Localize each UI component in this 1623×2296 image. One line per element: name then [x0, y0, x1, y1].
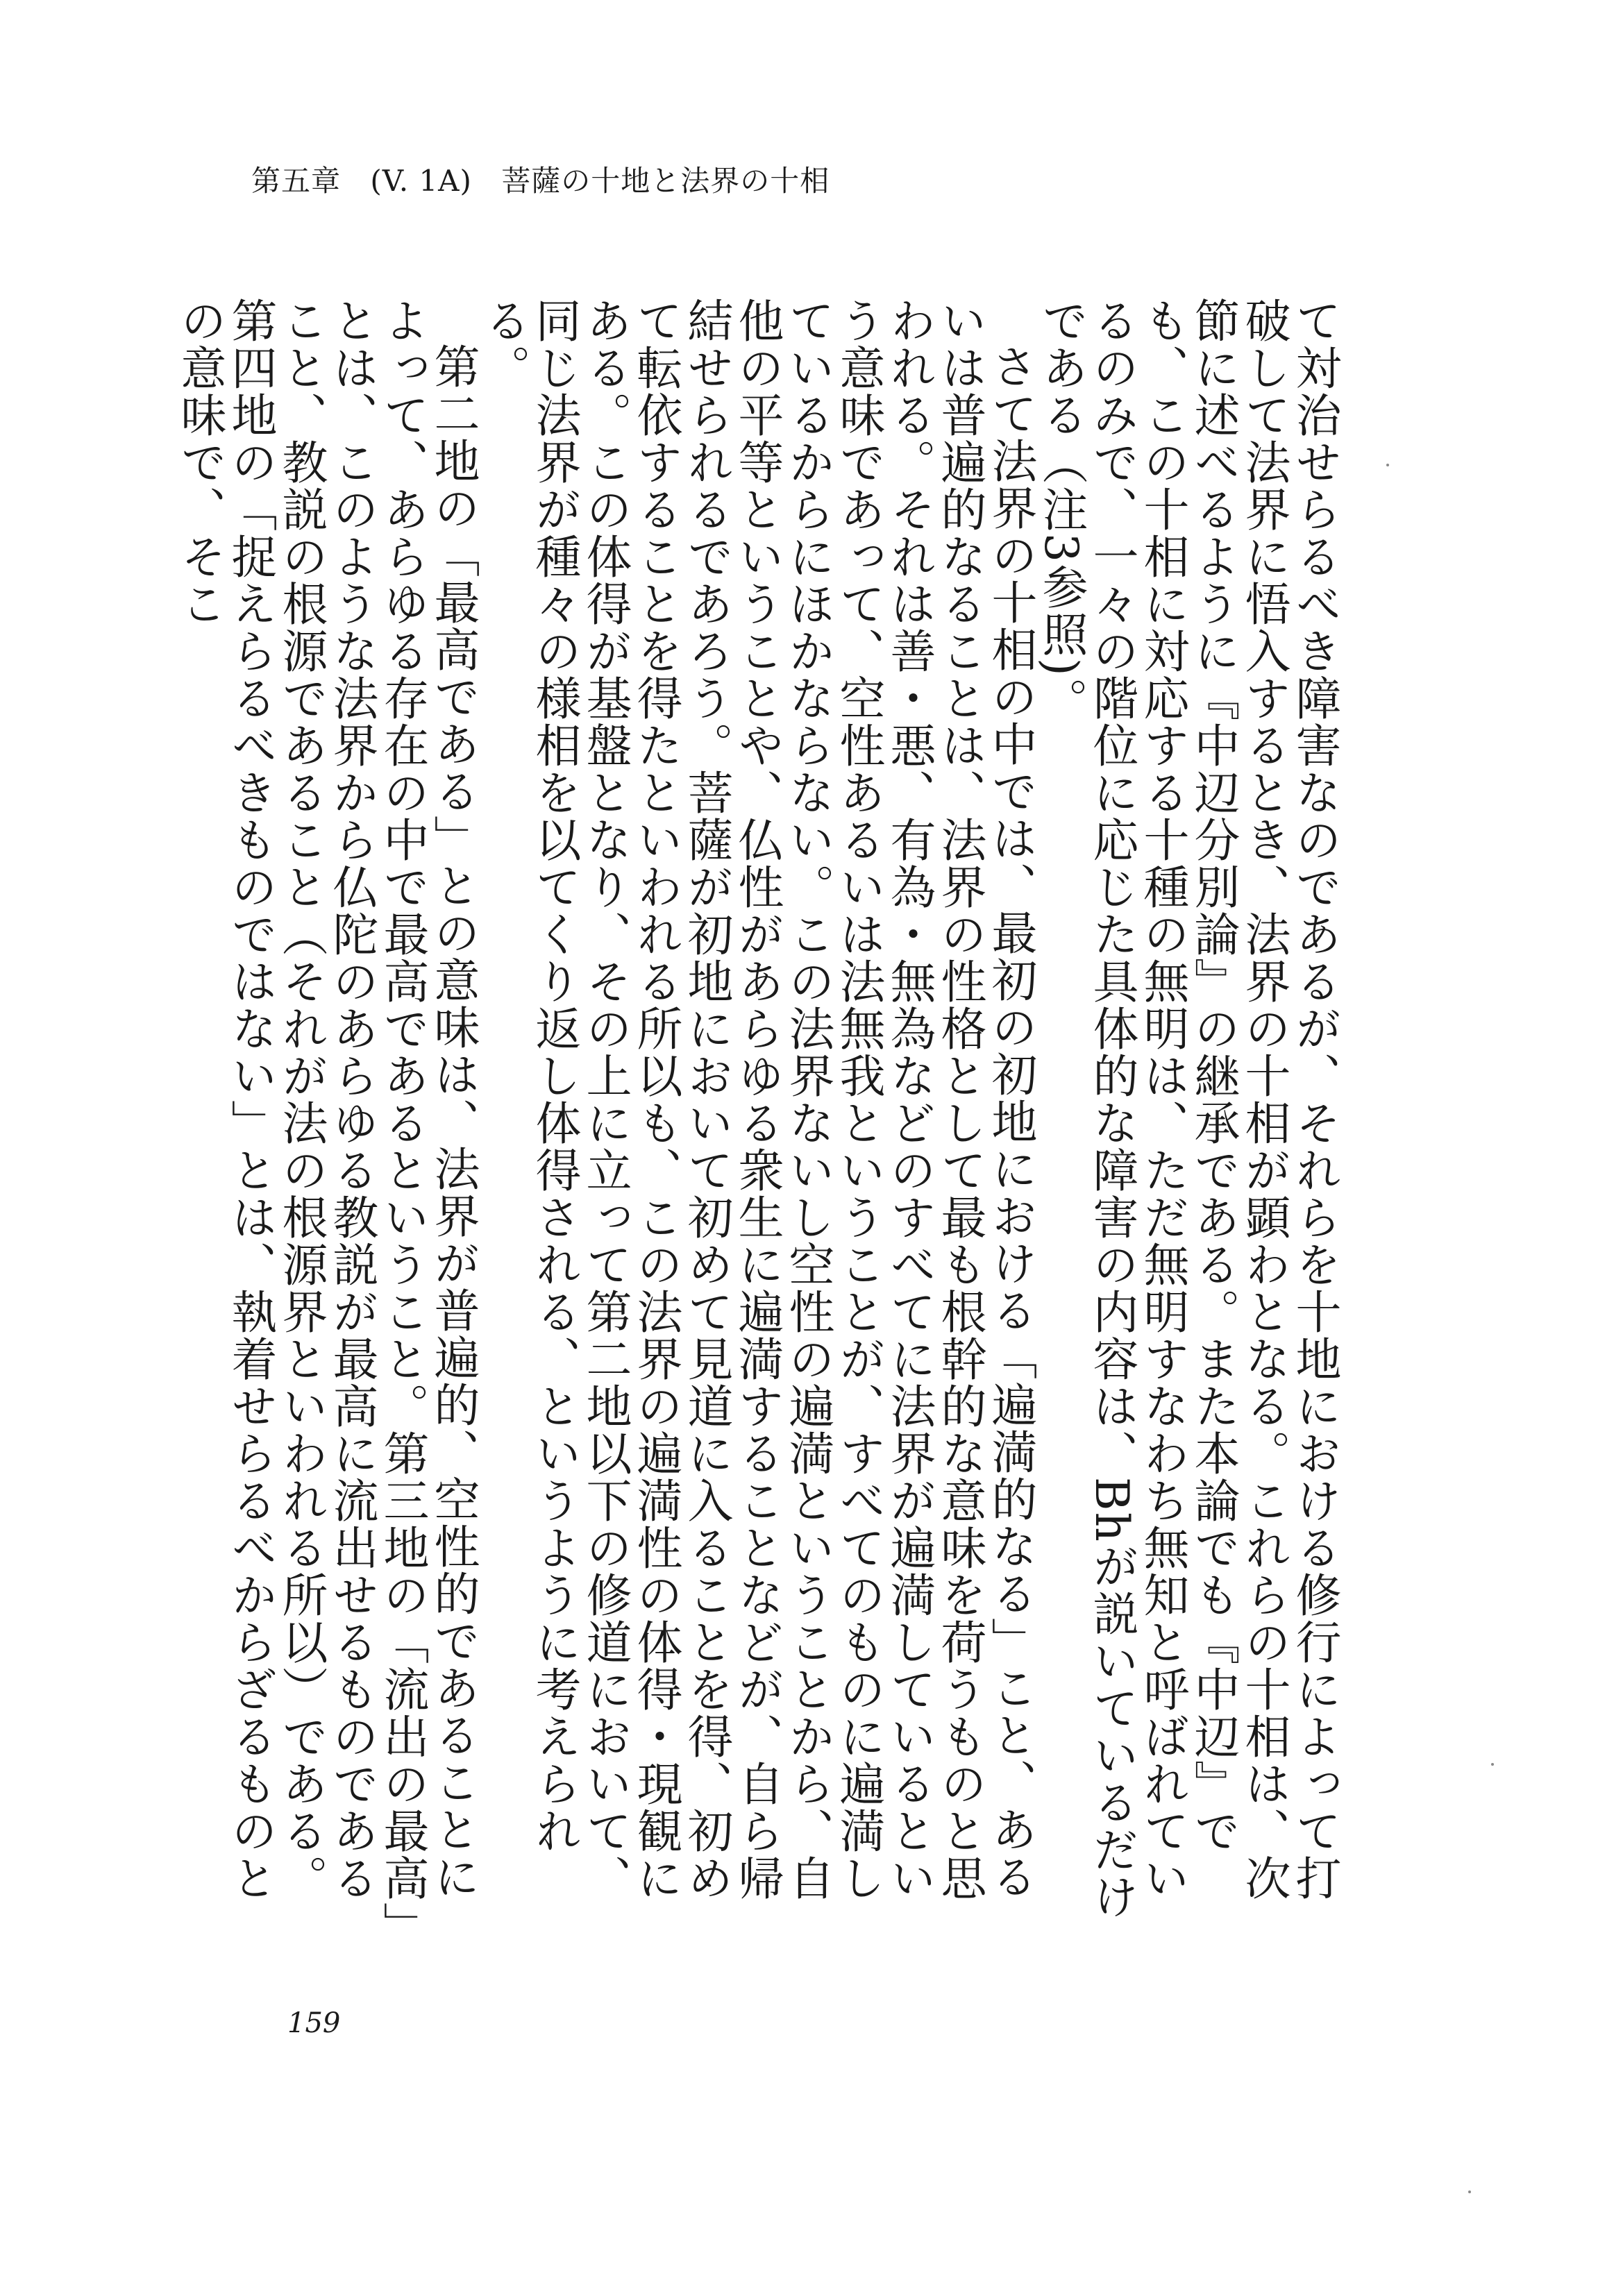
- paragraph-2: さて法界の十相の中では、最初の初地における「遍満的なる」こと、あるいは普遍的なることは、法界の性格として最も根幹的な意味を荷うものと思われる。それは善・悪、有為・無為などのすべてに法界が遍満しているという意味であって、空性あるいは法無我ということが、すべてのものに遍満しているからにほかならない。この法界ないし空性の遍満ということから、自他の平等ということや、仏性があらゆる衆生に遍満することなどが、自ら帰結せられるであろう。菩薩が初地において初めて見道に入ることを得、初めて転依することを得たといわれる所以も、この法界の遍満性の体得・現観にある。この体得が基盤となり、その上に立って第二地以下の修道において、同じ法界が種々の様相を以てくり返し体得される、というように考えられる。: [477, 297, 1037, 1902]
- body-text: [173, 297, 1341, 1935]
- chapter-title: 菩薩の十地と法界の十相: [501, 164, 830, 198]
- chapter-label: 第五章: [251, 164, 342, 198]
- page-number: 159: [287, 2007, 341, 2039]
- scan-speck: [1468, 2191, 1471, 2193]
- scan-speck: [1386, 464, 1389, 466]
- paragraph-1: て対治せらるべき障害なのであるが、それらを十地における修行によって打破して法界に悟入するとき、法界の十相が顕わとなる。これらの十相は、次節に述べるように『中辺分別論』の継承である。また本論でも『中辺』でも、この十相に対応する十種の無明は、ただ無明すなわち無知と呼ばれているのみで、一々の階位に応じた具体的な障害の内容は、Bhが説いているだけである（注3参照)。: [1034, 297, 1341, 1921]
- running-head: [251, 157, 849, 205]
- section-code: (V. 1A): [370, 164, 472, 198]
- scan-speck: [1491, 1763, 1494, 1766]
- paragraph-3: 第二地の「最高である」との意味は、法界が普遍的、空性的であることによって、あらゆる存在の中で最高であるということ。第三地の「流出の最高」とは、このような法界から仏陀のあらゆる教説が最高に流出せるものであること、教説の根源であること（それが法の根源界といわれる所以）である。第四地の「捉えらるべきものではない」とは、執着せらるべからざるものとの意味で、そこ: [173, 297, 480, 1926]
